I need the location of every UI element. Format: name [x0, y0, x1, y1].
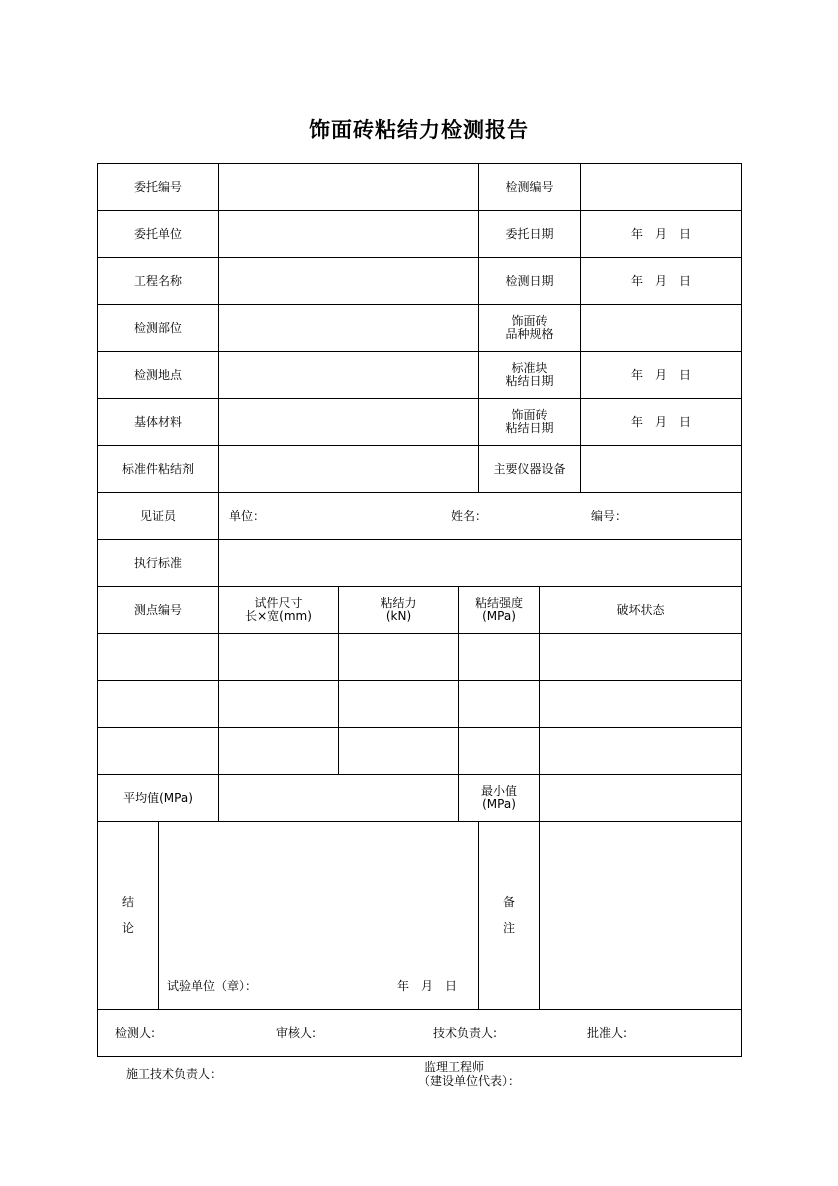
value-test-date[interactable]: 年 月 日 [581, 258, 742, 305]
value-standard[interactable] [219, 540, 742, 587]
header-size [219, 587, 339, 634]
value-average[interactable] [219, 775, 459, 822]
seal-date: 年 月 日 [397, 979, 458, 993]
label-commission-unit: 委托单位 [98, 211, 219, 258]
seal-label: 试验单位（章）： [167, 979, 258, 993]
cell-strength[interactable] [459, 681, 540, 728]
supervisor-label-line1: 监理工程师 [424, 1060, 485, 1074]
label-min-line1: 最小值 [481, 784, 518, 798]
construction-lead-label: 施工技术负责人： [126, 1067, 223, 1081]
cell-force[interactable] [339, 634, 459, 681]
label-test-date: 检测日期 [479, 258, 581, 305]
value-test-location[interactable] [219, 352, 479, 399]
value-std-block-date[interactable]: 年 月 日 [581, 352, 742, 399]
cell-force[interactable] [339, 728, 459, 775]
cell-point-no[interactable] [98, 728, 219, 775]
report-form-main [97, 163, 742, 1057]
remark-char2: 注 [503, 921, 516, 935]
label-commission-date: 委托日期 [479, 211, 581, 258]
label-std-block-date [479, 352, 581, 399]
header-strength-line2: (MPa) [482, 609, 516, 623]
value-commission-unit[interactable] [219, 211, 479, 258]
value-min[interactable] [540, 775, 742, 822]
label-project-name: 工程名称 [98, 258, 219, 305]
conclusion-char1: 结 [121, 895, 134, 909]
cell-force[interactable] [339, 681, 459, 728]
label-std-adhesive: 标准件粘结剂 [98, 446, 219, 493]
value-commission-date[interactable]: 年 月 日 [581, 211, 742, 258]
table-row [98, 728, 742, 775]
std-block-line1: 标准块 [511, 361, 548, 375]
value-main-equipment[interactable] [581, 446, 742, 493]
header-force [339, 587, 459, 634]
label-witness: 见证员 [98, 493, 219, 540]
tester-label: 检测人: [115, 1026, 156, 1040]
witness-fields[interactable] [219, 493, 742, 540]
value-project-name[interactable] [219, 258, 479, 305]
signature-row [98, 1010, 742, 1057]
value-tile-bond-date[interactable]: 年 月 日 [581, 399, 742, 446]
cell-size[interactable] [219, 634, 339, 681]
label-min-line2: (MPa) [482, 797, 516, 811]
cell-size[interactable] [219, 681, 339, 728]
value-test-no[interactable] [581, 164, 742, 211]
label-min [459, 775, 540, 822]
supervisor-label-line2: （建设单位代表）： [418, 1074, 521, 1088]
value-test-part[interactable] [219, 305, 479, 352]
table-row [98, 681, 742, 728]
cell-strength[interactable] [459, 634, 540, 681]
cell-point-no[interactable] [98, 634, 219, 681]
report-title: 饰面砖粘结力检测报告 [309, 118, 529, 142]
tile-bond-line1: 饰面砖 [511, 408, 548, 422]
std-block-line2: 粘结日期 [505, 374, 554, 388]
table-row [98, 634, 742, 681]
label-test-part: 检测部位 [98, 305, 219, 352]
header-failure: 破坏状态 [540, 587, 742, 634]
label-conclusion [98, 822, 159, 1010]
cell-failure[interactable] [540, 681, 742, 728]
witness-unit-label: 单位： [229, 509, 266, 523]
reviewer-label: 审核人: [276, 1026, 317, 1040]
header-strength-line1: 粘结强度 [475, 596, 524, 610]
header-point-no: 测点编号 [98, 587, 219, 634]
value-tile-spec[interactable] [581, 305, 742, 352]
header-size-line2: 长×宽(mm) [245, 609, 312, 623]
tech-lead-label: 技术负责人: [433, 1026, 498, 1040]
label-base-material: 基体材料 [98, 399, 219, 446]
value-std-adhesive[interactable] [219, 446, 479, 493]
value-remark[interactable] [540, 822, 742, 1010]
value-commission-no[interactable] [219, 164, 479, 211]
label-main-equipment: 主要仪器设备 [479, 446, 581, 493]
label-test-location: 检测地点 [98, 352, 219, 399]
label-test-no: 检测编号 [479, 164, 581, 211]
cell-point-no[interactable] [98, 681, 219, 728]
cell-strength[interactable] [459, 728, 540, 775]
header-force-line1: 粘结力 [380, 596, 417, 610]
label-tile-spec [479, 305, 581, 352]
cell-failure[interactable] [540, 634, 742, 681]
label-remark [479, 822, 540, 1010]
remark-char1: 备 [503, 895, 516, 909]
tile-spec-line2: 品种规格 [505, 327, 554, 341]
value-base-material[interactable] [219, 399, 479, 446]
label-commission-no: 委托编号 [98, 164, 219, 211]
tile-spec-line1: 饰面砖 [511, 314, 548, 328]
label-average: 平均值(MPa) [98, 775, 219, 822]
label-tile-bond-date [479, 399, 581, 446]
conclusion-char2: 论 [121, 921, 134, 935]
witness-name-label: 姓名： [451, 509, 488, 523]
approver-label: 批准人: [587, 1026, 628, 1040]
label-standard: 执行标准 [98, 540, 219, 587]
tile-bond-line2: 粘结日期 [505, 421, 554, 435]
witness-no-label: 编号： [591, 509, 628, 523]
cell-size[interactable] [219, 728, 339, 775]
value-conclusion[interactable] [159, 822, 479, 1010]
header-strength [459, 587, 540, 634]
header-size-line1: 试件尺寸 [254, 596, 303, 610]
header-force-line2: (kN) [385, 609, 412, 623]
cell-failure[interactable] [540, 728, 742, 775]
